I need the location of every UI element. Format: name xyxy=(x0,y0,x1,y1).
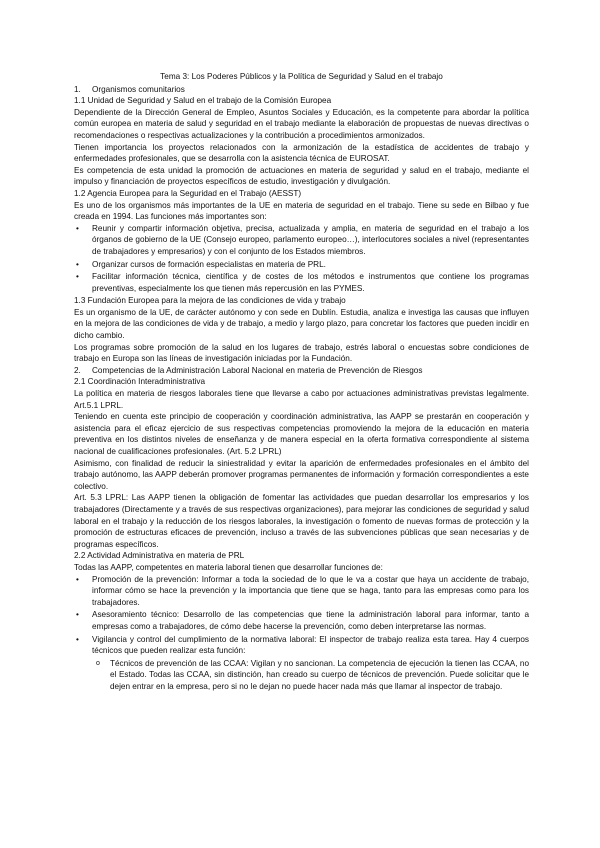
paragraph: Es un organismo de la UE, de carácter autónomo y con sede en Dublín. Estudia, analiza e investiga las causas que influyen en la mejora de las condiciones de vida y de trabajo, a medio y largo plazo, para concretar los factores que pueden incidir en dicho cambio. xyxy=(74,307,529,341)
list-item xyxy=(92,658,529,693)
list-item xyxy=(74,223,529,258)
circle-bullet-icon: o xyxy=(96,659,100,667)
document-body xyxy=(74,71,529,693)
section-1-2-heading: 1.2 Agencia Europea para la Seguridad en el Trabajo (AESST) xyxy=(74,188,302,198)
list-item xyxy=(74,609,529,632)
list-item-text: Reunir y compartir información objetiva, precisa, actualizada y amplia, en materia de seguridad en el trabajo a los órganos de gobierno de la UE (Consejo europeo, parlamento europeo…), interlocutores sociales a nivel (representantes de trabajadores y empresarios) y con el conjunto de los Estados miembros. xyxy=(92,223,529,256)
list-item-text: Promoción de la prevención: Informar a toda la sociedad de lo que le va a costar que haya un accidente de trabajo, informar cómo se hace la prevención y la importancia que tiene que se haga, tanto para las empresas como para los trabajadores. xyxy=(92,574,529,607)
list-item xyxy=(74,259,529,271)
list-item-text: Asesoramiento técnico: Desarrollo de las competencias que tiene la administración laboral para informar, tanto a empresas como a trabajadores, de cómo debe hacerse la prevención, como deben interpretarse las normas. xyxy=(92,610,529,631)
list-item xyxy=(74,574,529,609)
list-item xyxy=(74,634,529,657)
paragraph: La política en materia de riesgos laborales tiene que llevarse a cabo por actuaciones administrativas previstas legalmente. Art.5.1 LPRL. xyxy=(74,389,529,410)
paragraph: Todas las AAPP, competentes en materia laboral tienen que desarrollar funciones de: xyxy=(74,562,383,572)
section-1-1-heading: 1.1 Unidad de Seguridad y Salud en el trabajo de la Comisión Europea xyxy=(74,96,332,106)
section-number: 2. xyxy=(74,365,81,375)
bullet-icon: • xyxy=(76,634,79,644)
list-item-text: Facilitar información técnica, científica y de costes de los métodos e instrumentos que contiene los programas preventivas, especialmente los que tienen más repercusión en las PYMES. xyxy=(92,272,529,293)
document-title: Tema 3: Los Poderes Públicos y la Política de Seguridad y Salud en el trabajo xyxy=(160,72,443,81)
paragraph: Art. 5.3 LPRL: Las AAPP tienen la obligación de fomentar las actividades que puedan desarrollar los empresarios y los trabajadores (Directamente y a través de sus respectivas organizaciones), para mejorar las condiciones de seguridad y salud laboral en el trabajo y la reducción de los riesgos laborales, la investigación o fomento de nuevas formas de protección y la promoción de estructuras eficaces de prevención, incluso a través de las subvenciones públicas que sean necesarias y de programas específicos. xyxy=(74,493,529,549)
section-title: Competencias de la Administración Laboral Nacional en materia de Prevención de Riesgos xyxy=(92,365,423,375)
paragraph: Es competencia de esta unidad la promoción de actuaciones en materia de seguridad y salud en el trabajo, mediante el impulso y financiación de proyectos específicos de estudio, investigación y divulgación. xyxy=(74,165,529,187)
bullet-icon: • xyxy=(76,223,79,233)
paragraph: Tienen importancia los proyectos relacionados con la armonización de la estadística de accidentes de trabajo y enfermedades profesionales, que se desarrolla con la asistencia técnica de EUROSAT. xyxy=(74,142,529,164)
list-item-text: Vigilancia y control del cumplimiento de la normativa laboral: El inspector de trabajo realiza esta tarea. Hay 4 cuerpos técnicos que pueden realizar esta función: xyxy=(92,634,529,656)
section-1-3-heading: 1.3 Fundación Europea para la mejora de las condiciones de vida y trabajo xyxy=(74,296,346,306)
sub-bullet-list xyxy=(92,658,529,693)
section-2-1-heading: 2.1 Coordinación Interadministrativa xyxy=(74,377,206,387)
section-2-2-heading: 2.2 Actividad Administrativa en materia de PRL xyxy=(74,551,245,561)
list-item-text: Organizar cursos de formación especialistas en materia de PRL. xyxy=(92,259,326,269)
list-item xyxy=(74,271,529,294)
bullet-icon: • xyxy=(76,259,79,269)
list-item-text: Técnicos de prevención de las CCAA: Vigilan y no sancionan. La competencia de ejecución la tienen las CCAA, no el Estado. Todas las CCAA, sin distinción, han creado su cuerpo de técnicos de prevención. Puede solicitar que le dejen entrar en la empresa, pero si no le dejan no puede hacer nada más que llamar al inspector de trabajo. xyxy=(110,658,529,691)
paragraph: Es uno de los organismos más importantes de la UE en materia de seguridad en el trabajo. Tiene su sede en Bilbao y fue creada en 1994. Las funciones más importantes son: xyxy=(74,200,529,222)
bullet-list xyxy=(74,223,529,295)
section-number: 1. xyxy=(74,84,81,94)
section-title: Organismos comunitarios xyxy=(92,84,185,94)
paragraph: Asimismo, con finalidad de reducir la siniestralidad y evitar la aparición de enfermedades profesionales en el ámbito del trabajo autónomo, las AAPP deberán promover programas permanentes de información y formación correspondientes a este colectivo. xyxy=(74,458,529,491)
paragraph: Los programas sobre promoción de la salud en los lugares de trabajo, estrés laboral o encuestas sobre condiciones de trabajo en Europa son las líneas de investigación iniciadas por la Fundación. xyxy=(74,342,529,364)
paragraph: Teniendo en cuenta este principio de cooperación y coordinación administrativa, las AAPP se prestarán en cooperación y asistencia para el eficaz ejercicio de sus respectivas competencias promoviendo la mejora de la educación en materia preventiva en los distintos niveles de enseñanza y de manera especial en la oferta formativa correspondiente al sistema nacional de cualificaciones profesionales. (Art. 5.2 LPRL) xyxy=(74,412,529,456)
bullet-icon: • xyxy=(76,272,79,282)
section-1-heading xyxy=(74,84,529,96)
paragraph: Dependiente de la Dirección General de Empleo, Asuntos Sociales y Educación, es la competente para abordar la política común europea en materia de salud y seguridad en el trabajo mediante la elaboración de propuestas de nuevas directivas o recomendaciones o respectivas actualizaciones y la contribución a procedimientos armonizados. xyxy=(74,107,529,140)
section-2-heading xyxy=(74,365,529,377)
bullet-list xyxy=(74,574,529,657)
bullet-icon: • xyxy=(76,574,79,584)
bullet-icon: • xyxy=(76,610,79,620)
